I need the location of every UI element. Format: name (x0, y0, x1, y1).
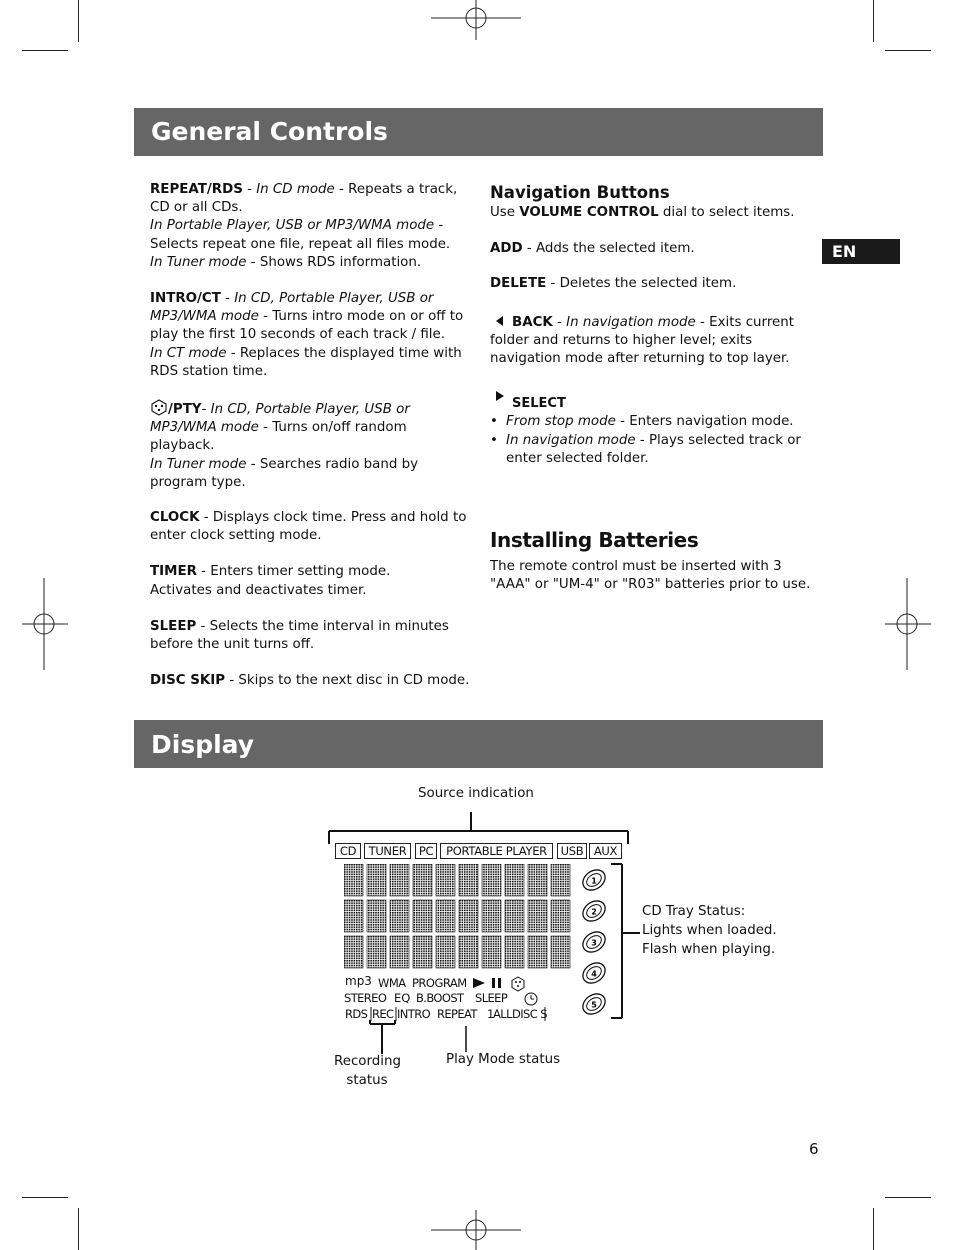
section-title: General Controls (151, 117, 388, 146)
select-bullet: • From stop mode - Enters navigation mode. (490, 414, 794, 430)
cd-tray-2-icon (579, 897, 609, 926)
dot-matrix-cell (413, 864, 432, 896)
sleep-indicator: SLEEP (475, 991, 508, 1005)
dot-matrix-cell (390, 936, 409, 968)
registration-target-icon (22, 578, 68, 670)
dot-matrix-display (344, 864, 574, 970)
crop-mark (885, 50, 931, 51)
timer-entry: TIMER - Enters timer setting mode. (150, 564, 391, 580)
source-cd: CD (335, 843, 361, 859)
crop-mark (873, 0, 874, 42)
intro-indicator: INTRO (397, 1007, 431, 1021)
section-banner-display (134, 720, 823, 768)
delete-entry: DELETE - Deletes the selected item. (490, 276, 737, 292)
dot-matrix-cell (344, 864, 363, 896)
section-title: Display (151, 730, 255, 759)
left-column: REPEAT/RDS - In CD mode - Repeats a track, CD or all CDs. In Portable Player, USB or MP3/WMA mode - Selects repeat one file, repeat all files mode. In Tuner mode - Shows RDS information. INTRO/CT - In CD, Portable Player, USB or MP3/WMA mode - Turns intro mode on or off to play the first 10 seconds of each track / file. In CT mode - Replaces the displayed time with RDS station time. /PTY- In CD, Portable Player, USB or MP3/WMA mode - Turns on/off random playback. In Tuner mode - Searches radio band by program type. CLOCK - Displays clock time. Press and hold to enter clock setting mode. TIMER - Enters timer setting mode. Activates and deactivates timer. SLEEP - Selects the time interval in minutes before the unit turns off. DISC SKIP - Skips to the next disc in CD mode. (150, 181, 470, 690)
dot-matrix-cell (367, 936, 386, 968)
dot-matrix-cell (459, 864, 478, 896)
add-entry: ADD - Adds the selected item. (490, 241, 695, 257)
cd-tray-number: 5 (591, 1000, 597, 1010)
page-number: 6 (809, 1140, 819, 1158)
section-banner-general-controls (134, 108, 823, 156)
dot-matrix-cell (482, 936, 501, 968)
shuffle-icon (150, 399, 168, 416)
navigation-buttons-heading: Navigation Buttons (490, 183, 670, 202)
dot-matrix-cell (528, 864, 547, 896)
select-bullet: • In navigation mode - Plays selected track or enter selected folder. (490, 432, 801, 466)
dot-matrix-cell (344, 900, 363, 932)
stereo-indicator: STEREO (344, 991, 387, 1005)
registration-target-icon (431, 1210, 521, 1250)
play-arrow-icon (490, 390, 512, 404)
dot-matrix-cell (436, 864, 455, 896)
dot-matrix-cell (436, 936, 455, 968)
crop-mark (78, 1208, 79, 1250)
dot-matrix-cell (459, 936, 478, 968)
dot-matrix-cell (551, 900, 570, 932)
bboost-indicator: B.BOOST (416, 991, 464, 1005)
dot-matrix-cell (436, 900, 455, 932)
source-tuner: TUNER (364, 843, 411, 859)
dot-matrix-cell (482, 900, 501, 932)
dot-matrix-cell (367, 900, 386, 932)
play-mode-status-label: Play Mode status (446, 1052, 561, 1067)
installing-batteries-heading: Installing Batteries (490, 528, 699, 552)
recording-status-label: Recording status (334, 1054, 401, 1088)
dot-matrix-cell (459, 900, 478, 932)
lcd-separators (370, 1005, 550, 1025)
source-aux: AUX (589, 843, 622, 859)
registration-target-icon (431, 0, 521, 40)
dot-matrix-cell (551, 864, 570, 896)
registration-target-icon (885, 578, 931, 670)
back-entry: BACK - In navigation mode - Exits current folder and returns to higher level; exits navigation mode after returning to top layer. (490, 314, 795, 367)
play-pause-icon (472, 976, 532, 992)
shuffle-pty-entry: /PTY- In CD, Portable Player, USB or MP3/WMA mode - Turns on/off random playback. (150, 399, 470, 456)
discs-indicator: DISC S (512, 1007, 547, 1021)
cd-tray-5-icon (579, 990, 609, 1019)
dot-matrix-cell (528, 936, 547, 968)
dot-matrix-cell (551, 936, 570, 968)
crop-mark (78, 0, 79, 42)
wma-indicator: WMA (378, 976, 406, 990)
disc-skip-entry: DISC SKIP - Skips to the next disc in CD mode. (150, 673, 470, 689)
dot-matrix-cell (390, 900, 409, 932)
cd-tray-status-label: CD Tray Status: Lights when loaded. Flash when playing. (642, 904, 777, 957)
cd-tray-number: 4 (591, 969, 597, 979)
dot-matrix-cell (413, 900, 432, 932)
eq-indicator: EQ (394, 991, 411, 1005)
repeat-indicator: REPEAT (437, 1007, 477, 1021)
sleep-entry: SLEEP - Selects the time interval in minutes before the unit turns off. (150, 618, 449, 653)
cd-tray-number: 3 (591, 938, 597, 948)
clock-entry: CLOCK - Displays clock time. Press and hold to enter clock setting mode. (150, 510, 467, 544)
cd-tray-number: 1 (591, 876, 597, 886)
crop-mark (22, 50, 68, 51)
dot-matrix-cell (505, 864, 524, 896)
rds-indicator: RDS (345, 1007, 368, 1021)
dot-matrix-cell (390, 864, 409, 896)
repeat-one-indicator: 1 (487, 1007, 495, 1021)
right-column: Navigation Buttons Use VOLUME CONTROL dial to select items. ADD - Adds the selected item. DELETE - Deletes the selected item. BACK - In navigation mode - Exits current folder and returns to higher level; exits navigation mode after returning to top layer. SELECT • From stop mode - Enters navigation mode. • In navigation mode - Plays selected track or enter selected folder. (490, 182, 810, 468)
dot-matrix-cell (505, 936, 524, 968)
dot-matrix-cell (367, 864, 386, 896)
select-entry: SELECT (490, 390, 810, 413)
cd-tray-4-icon (579, 959, 609, 988)
dot-matrix-cell (344, 936, 363, 968)
source-usb: USB (557, 843, 587, 859)
mp3-indicator: mp3 (345, 974, 372, 988)
cd-tray-3-icon (579, 928, 609, 957)
crop-mark (885, 1197, 931, 1198)
intro-ct-entry: INTRO/CT - In CD, Portable Player, USB or MP3/WMA mode - Turns intro mode on or off to play the first 10 seconds of each track / file. (150, 291, 464, 343)
dot-matrix-cell (413, 936, 432, 968)
rec-indicator: REC (372, 1007, 394, 1021)
repeat-rds-entry: REPEAT/RDS - In CD mode - Repeats a track, CD or all CDs. (150, 182, 458, 216)
repeat-all-indicator: ALL (493, 1007, 512, 1021)
source-pc: PC (415, 843, 437, 859)
dot-matrix-cell (505, 900, 524, 932)
language-tab: EN (822, 239, 900, 264)
installing-batteries-text: The remote control must be inserted with 3 "AAA" or "UM-4" or "R03" batteries prior to use. (490, 559, 811, 593)
source-portable-player: PORTABLE PLAYER (440, 843, 553, 859)
crop-mark (22, 1197, 68, 1198)
source-indication-label: Source indication (418, 786, 534, 801)
crop-mark (873, 1208, 874, 1250)
back-arrow-icon (490, 315, 512, 327)
cd-tray-1-icon (579, 866, 609, 894)
dot-matrix-cell (528, 900, 547, 932)
program-indicator: PROGRAM (412, 976, 467, 990)
dot-matrix-cell (482, 864, 501, 896)
cd-tray-number: 2 (591, 907, 597, 917)
cd-tray-icons (578, 866, 612, 1022)
